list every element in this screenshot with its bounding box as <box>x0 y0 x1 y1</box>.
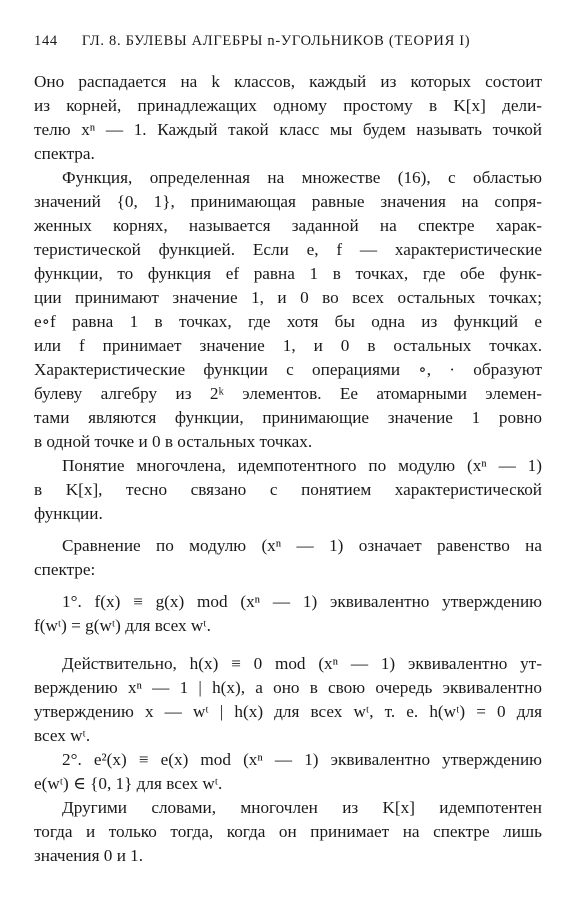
statement-2-line: 2°. e²(x) ≡ e(x) mod (xⁿ — 1) эквивалентно утверждению <box>62 750 542 769</box>
text-line: верждению xⁿ — 1 | h(x), а оно в свою очередь эквивалентно <box>34 678 542 697</box>
text-line: функции. <box>34 504 103 523</box>
text-line: в K[x], тесно связано с понятием характеристической <box>34 480 542 499</box>
statement-1-line: f(wᵗ) = g(wᵗ) для всех wᵗ. <box>34 616 211 635</box>
text-line: Понятие многочлена, идемпотентного по модулю (xⁿ — 1) <box>62 456 542 475</box>
text-line: Другими словами, многочлен из K[x] идемпотентен <box>62 798 542 817</box>
text-line: телю xⁿ — 1. Каждый такой класс мы будем называть точкой <box>34 120 542 139</box>
text-line: функции, то функция ef равна 1 в точках, где обе функ- <box>34 264 542 283</box>
text-line: тогда и только тогда, когда он принимает на спектре лишь <box>34 822 542 841</box>
running-title: ГЛ. 8. БУЛЕВЫ АЛГЕБРЫ n-УГОЛЬНИКОВ (ТЕОРИЯ I) <box>81 33 471 49</box>
text-line: Функция, определенная на множестве (16), с областью <box>62 168 542 187</box>
statement-2-line: e(wᵗ) ∈ {0, 1} для всех wᵗ. <box>34 774 223 793</box>
text-line: спектра. <box>34 144 95 163</box>
text-line: Действительно, h(x) ≡ 0 mod (xⁿ — 1) эквивалентно ут- <box>62 654 542 673</box>
text-line: ции принимают значение 1, и 0 во всех остальных точках; <box>34 288 542 307</box>
text-line: Оно распадается на k классов, каждый из которых состоит <box>34 72 542 91</box>
text-line: или f принимает значение 1, и 0 в остальных точках. <box>34 336 542 355</box>
text-line: булеву алгебру из 2ᵏ элементов. Ее атомарными элемен- <box>34 384 542 403</box>
text-line: утверждению x — wᵗ | h(x) для всех wᵗ, т. е. h(wᵗ) = 0 для <box>34 702 542 721</box>
text-line: спектре: <box>34 560 96 579</box>
text-line: из корней, принадлежащих одному простому в K[x] дели- <box>34 96 542 115</box>
text-line: Сравнение по модулю (xⁿ — 1) означает равенство на <box>62 536 542 555</box>
text-line: значений {0, 1}, принимающая равные значения на сопря- <box>34 192 542 211</box>
text-line: женных корнях, называется заданной на спектре харак- <box>34 216 542 235</box>
text-line: теристической функцией. Если e, f — характеристические <box>34 240 542 259</box>
text-line: тами являются функции, принимающие значение 1 ровно <box>34 408 542 427</box>
text-line: всех wᵗ. <box>34 726 91 745</box>
running-header <box>34 33 554 50</box>
text-line: Характеристические функции с операциями ∘, · образуют <box>34 360 542 379</box>
text-line: e∘f равна 1 в точках, где хотя бы одна из функций e <box>34 312 542 331</box>
text-line: в одной точке и 0 в остальных точках. <box>34 432 313 451</box>
text-line: значения 0 и 1. <box>34 846 144 865</box>
statement-1-line: 1°. f(x) ≡ g(x) mod (xⁿ — 1) эквивалентно утверждению <box>62 592 542 611</box>
page-number: 144 <box>34 33 58 49</box>
